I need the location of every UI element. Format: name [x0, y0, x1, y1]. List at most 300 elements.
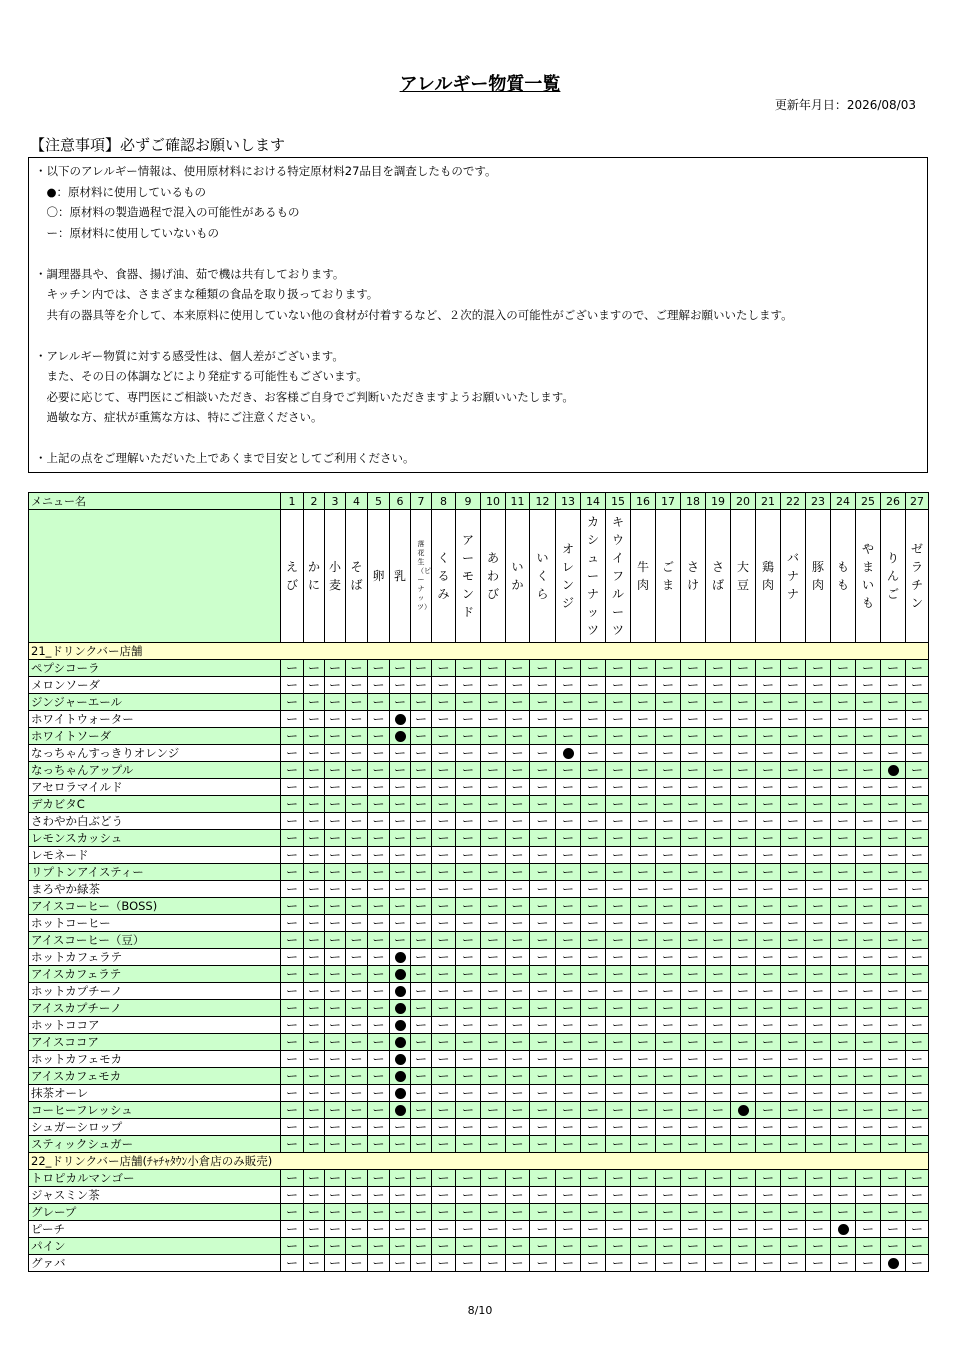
allergen-cell: [756, 1085, 781, 1102]
not-used-mark: ー: [561, 949, 574, 964]
allergen-cell: [481, 745, 506, 762]
allergen-cell: [606, 881, 631, 898]
not-used-mark: ー: [811, 1187, 824, 1202]
not-used-mark: ー: [350, 1119, 363, 1134]
allergen-cell: [731, 813, 756, 830]
allergen-cell: [881, 813, 906, 830]
not-used-mark: ー: [711, 745, 724, 760]
allergen-cell: [781, 847, 806, 864]
allergen-cell: [368, 677, 390, 694]
not-used-mark: ー: [486, 694, 499, 709]
allergen-cell: [756, 1255, 781, 1272]
allergen-header-cell: [368, 510, 390, 643]
not-used-mark: ー: [686, 1017, 699, 1032]
allergen-cell: [432, 660, 456, 677]
not-used-mark: ー: [486, 1034, 499, 1049]
not-used-mark: ー: [661, 983, 674, 998]
not-used-mark: ー: [761, 813, 774, 828]
not-used-mark: ー: [372, 711, 385, 726]
not-used-mark: ー: [636, 915, 649, 930]
not-used-mark: ー: [437, 1170, 450, 1185]
table-row: [29, 830, 929, 847]
not-used-mark: ー: [761, 1017, 774, 1032]
allergen-cell: [706, 864, 731, 881]
not-used-mark: ー: [328, 983, 341, 998]
allergen-cell: [481, 1255, 506, 1272]
not-used-mark: ー: [486, 711, 499, 726]
allergen-cell: [681, 1204, 706, 1221]
allergen-cell: [456, 966, 481, 983]
not-used-mark: ー: [461, 711, 474, 726]
allergen-cell: [456, 813, 481, 830]
allergen-cell: [706, 660, 731, 677]
allergen-cell: [304, 1238, 325, 1255]
allergen-cell: [881, 864, 906, 881]
not-used-mark: ー: [636, 864, 649, 879]
allergen-header-cell: [656, 510, 681, 643]
not-used-mark: ー: [328, 1068, 341, 1083]
not-used-mark: ー: [811, 796, 824, 811]
allergen-table: [28, 492, 929, 1272]
not-used-mark: ー: [736, 1221, 749, 1236]
not-used-mark: ー: [686, 915, 699, 930]
not-used-mark: ー: [561, 847, 574, 862]
not-used-mark: ー: [836, 762, 849, 777]
not-used-mark: ー: [486, 1085, 499, 1100]
allergen-cell: [481, 813, 506, 830]
not-used-mark: ー: [511, 1102, 524, 1117]
not-used-mark: ー: [372, 983, 385, 998]
not-used-mark: ー: [611, 677, 624, 692]
not-used-mark: ー: [561, 830, 574, 845]
allergen-cell: [481, 1017, 506, 1034]
allergen-cell: [606, 847, 631, 864]
allergen-name: バナナ: [786, 551, 799, 601]
table-row: [29, 660, 929, 677]
not-used-mark: ー: [437, 1017, 450, 1032]
allergen-cell: [806, 1238, 831, 1255]
allergen-cell: [456, 949, 481, 966]
allergen-cell: [556, 1170, 581, 1187]
not-used-mark: ー: [393, 1204, 406, 1219]
allergen-cell: [530, 1034, 556, 1051]
not-used-mark: ー: [414, 932, 427, 947]
not-used-mark: ー: [328, 660, 341, 675]
allergen-cell: [631, 830, 656, 847]
allergen-cell: [390, 847, 411, 864]
allergen-cell: [556, 1017, 581, 1034]
allergen-cell: [530, 711, 556, 728]
menu-item-name: ホットカフェラテ: [29, 949, 281, 966]
allergen-header-cell: [731, 510, 756, 643]
not-used-mark: ー: [661, 779, 674, 794]
not-used-mark: ー: [611, 983, 624, 998]
not-used-mark: ー: [328, 1255, 341, 1270]
allergen-cell: [856, 813, 881, 830]
allergen-cell: [906, 728, 929, 745]
allergen-number: 2: [304, 493, 325, 510]
allergen-cell: [346, 1221, 368, 1238]
allergen-cell: [806, 1102, 831, 1119]
not-used-mark: ー: [511, 677, 524, 692]
allergen-cell: [881, 728, 906, 745]
allergen-cell: [881, 779, 906, 796]
notice-line: ・上記の点をご理解いただいた上であくまで目安としてご利用ください。: [35, 451, 415, 465]
allergen-cell: [906, 830, 929, 847]
not-used-mark: ー: [393, 779, 406, 794]
notice-line: ・以下のアレルギー情報は、使用原材料における特定原材料27品目を調査したものです。: [35, 164, 497, 178]
used-mark: [888, 765, 899, 776]
allergen-cell: [631, 1034, 656, 1051]
allergen-cell: [606, 1136, 631, 1153]
allergen-cell: [881, 677, 906, 694]
allergen-cell: [506, 966, 530, 983]
allergen-cell: [831, 1238, 856, 1255]
allergen-cell: [556, 762, 581, 779]
allergen-cell: [411, 660, 432, 677]
allergen-cell: [346, 779, 368, 796]
allergen-cell: [581, 660, 606, 677]
not-used-mark: ー: [910, 966, 923, 981]
not-used-mark: ー: [486, 1255, 499, 1270]
allergen-cell: [781, 1119, 806, 1136]
allergen-cell: [731, 1136, 756, 1153]
allergen-cell: [506, 864, 530, 881]
not-used-mark: ー: [836, 1204, 849, 1219]
not-used-mark: ー: [536, 745, 549, 760]
allergen-cell: [831, 1000, 856, 1017]
allergen-cell: [606, 1221, 631, 1238]
allergen-cell: [346, 1187, 368, 1204]
not-used-mark: ー: [886, 1000, 899, 1015]
not-used-mark: ー: [910, 1255, 923, 1270]
allergen-cell: [281, 847, 304, 864]
allergen-cell: [856, 1119, 881, 1136]
allergen-cell: [456, 1221, 481, 1238]
allergen-cell: [631, 1170, 656, 1187]
allergen-number: 14: [581, 493, 606, 510]
allergen-cell: [681, 711, 706, 728]
not-used-mark: ー: [285, 762, 298, 777]
allergen-cell: [456, 1068, 481, 1085]
not-used-mark: ー: [736, 949, 749, 964]
not-used-mark: ー: [393, 762, 406, 777]
allergen-cell: [706, 1204, 731, 1221]
not-used-mark: ー: [561, 915, 574, 930]
allergen-cell: [456, 1136, 481, 1153]
not-used-mark: ー: [536, 1255, 549, 1270]
used-mark: [395, 714, 406, 725]
allergen-cell: [390, 1136, 411, 1153]
allergen-cell: [806, 1170, 831, 1187]
not-used-mark: ー: [511, 1017, 524, 1032]
table-row: [29, 881, 929, 898]
not-used-mark: ー: [285, 1017, 298, 1032]
not-used-mark: ー: [686, 1187, 699, 1202]
allergen-cell: [631, 796, 656, 813]
allergen-cell: [456, 1187, 481, 1204]
allergen-cell: [856, 1102, 881, 1119]
allergen-cell: [481, 1187, 506, 1204]
allergen-cell: [432, 745, 456, 762]
allergen-cell: [368, 728, 390, 745]
allergen-cell: [731, 1000, 756, 1017]
not-used-mark: ー: [761, 830, 774, 845]
allergen-cell: [656, 1170, 681, 1187]
menu-item-name: リプトンアイスティー: [29, 864, 281, 881]
allergen-cell: [781, 830, 806, 847]
not-used-mark: ー: [536, 813, 549, 828]
not-used-mark: ー: [328, 847, 341, 862]
not-used-mark: ー: [414, 1051, 427, 1066]
allergen-cell: [656, 1051, 681, 1068]
not-used-mark: ー: [736, 830, 749, 845]
not-used-mark: ー: [836, 1255, 849, 1270]
menu-item-name: なっちゃんすっきりオレンジ: [29, 745, 281, 762]
allergen-cell: [281, 813, 304, 830]
not-used-mark: ー: [461, 813, 474, 828]
allergen-number: 22: [781, 493, 806, 510]
allergen-cell: [631, 745, 656, 762]
not-used-mark: ー: [393, 1255, 406, 1270]
not-used-mark: ー: [350, 847, 363, 862]
not-used-mark: ー: [586, 881, 599, 896]
not-used-mark: ー: [561, 1102, 574, 1117]
not-used-mark: ー: [886, 1068, 899, 1083]
not-used-mark: ー: [586, 932, 599, 947]
allergen-cell: [731, 898, 756, 915]
allergen-cell: [631, 1085, 656, 1102]
allergen-cell: [432, 881, 456, 898]
allergen-cell: [281, 762, 304, 779]
not-used-mark: ー: [686, 847, 699, 862]
allergen-cell: [681, 1221, 706, 1238]
allergen-cell: [656, 1119, 681, 1136]
allergen-cell: [432, 915, 456, 932]
allergen-cell: [606, 1187, 631, 1204]
allergen-cell: [831, 1119, 856, 1136]
not-used-mark: ー: [461, 745, 474, 760]
not-used-mark: ー: [886, 881, 899, 896]
not-used-mark: ー: [561, 813, 574, 828]
not-used-mark: ー: [437, 949, 450, 964]
not-used-mark: ー: [611, 1136, 624, 1151]
allergen-cell: [756, 1187, 781, 1204]
not-used-mark: ー: [611, 864, 624, 879]
allergen-cell: [581, 762, 606, 779]
not-used-mark: ー: [761, 1238, 774, 1253]
not-used-mark: ー: [437, 1187, 450, 1202]
allergen-cell: [390, 1187, 411, 1204]
allergen-cell: [432, 1017, 456, 1034]
not-used-mark: ー: [511, 830, 524, 845]
not-used-mark: ー: [461, 779, 474, 794]
not-used-mark: ー: [786, 949, 799, 964]
allergen-cell: [411, 830, 432, 847]
allergen-cell: [368, 847, 390, 864]
not-used-mark: ー: [536, 660, 549, 675]
not-used-mark: ー: [414, 677, 427, 692]
allergen-cell: [806, 813, 831, 830]
allergen-cell: [681, 1000, 706, 1017]
not-used-mark: ー: [372, 1136, 385, 1151]
allergen-cell: [781, 745, 806, 762]
not-used-mark: ー: [414, 966, 427, 981]
allergen-cell: [368, 881, 390, 898]
allergen-name: 乳: [393, 569, 406, 583]
allergen-cell: [411, 1187, 432, 1204]
not-used-mark: ー: [486, 677, 499, 692]
not-used-mark: ー: [511, 796, 524, 811]
allergen-name: 落花生（ピーナッツ）: [417, 540, 431, 611]
not-used-mark: ー: [811, 932, 824, 947]
allergen-cell: [411, 677, 432, 694]
not-used-mark: ー: [285, 1085, 298, 1100]
allergen-cell: [706, 711, 731, 728]
not-used-mark: ー: [414, 728, 427, 743]
not-used-mark: ー: [910, 915, 923, 930]
allergen-cell: [806, 796, 831, 813]
allergen-cell: [606, 864, 631, 881]
not-used-mark: ー: [285, 830, 298, 845]
allergen-cell: [346, 1051, 368, 1068]
allergen-cell: [481, 1136, 506, 1153]
not-used-mark: ー: [910, 745, 923, 760]
allergen-cell: [581, 711, 606, 728]
not-used-mark: ー: [536, 1238, 549, 1253]
not-used-mark: ー: [736, 1204, 749, 1219]
allergen-cell: [368, 1119, 390, 1136]
allergen-cell: [390, 762, 411, 779]
allergen-cell: [368, 796, 390, 813]
allergen-cell: [731, 728, 756, 745]
allergen-cell: [731, 1204, 756, 1221]
allergen-cell: [530, 949, 556, 966]
allergen-cell: [481, 677, 506, 694]
allergen-cell: [304, 1068, 325, 1085]
allergen-cell: [390, 796, 411, 813]
not-used-mark: ー: [636, 677, 649, 692]
allergen-header-cell: [706, 510, 731, 643]
allergen-cell: [581, 949, 606, 966]
not-used-mark: ー: [414, 711, 427, 726]
not-used-mark: ー: [285, 1136, 298, 1151]
not-used-mark: ー: [561, 796, 574, 811]
not-used-mark: ー: [910, 949, 923, 964]
allergen-cell: [781, 1187, 806, 1204]
allergen-cell: [756, 983, 781, 1000]
not-used-mark: ー: [686, 745, 699, 760]
allergen-cell: [304, 711, 325, 728]
not-used-mark: ー: [414, 1068, 427, 1083]
not-used-mark: ー: [711, 1238, 724, 1253]
allergen-cell: [756, 1136, 781, 1153]
not-used-mark: ー: [761, 711, 774, 726]
not-used-mark: ー: [461, 728, 474, 743]
allergen-cell: [756, 1102, 781, 1119]
not-used-mark: ー: [561, 1034, 574, 1049]
not-used-mark: ー: [661, 932, 674, 947]
not-used-mark: ー: [437, 1068, 450, 1083]
allergen-cell: [631, 694, 656, 711]
category-row: [29, 1153, 929, 1170]
allergen-number: 27: [906, 493, 929, 510]
allergen-cell: [656, 1034, 681, 1051]
allergen-cell: [781, 915, 806, 932]
not-used-mark: ー: [686, 898, 699, 913]
not-used-mark: ー: [511, 1187, 524, 1202]
allergen-cell: [806, 1187, 831, 1204]
allergen-cell: [881, 1204, 906, 1221]
allergen-cell: [456, 745, 481, 762]
allergen-cell: [346, 830, 368, 847]
not-used-mark: ー: [761, 966, 774, 981]
not-used-mark: ー: [414, 1119, 427, 1134]
menu-name-header-blank: [29, 510, 281, 643]
allergen-cell: [906, 915, 929, 932]
allergen-cell: [556, 1204, 581, 1221]
allergen-cell: [781, 983, 806, 1000]
allergen-cell: [304, 813, 325, 830]
allergen-name: 牛肉: [636, 560, 649, 592]
not-used-mark: ー: [661, 1051, 674, 1066]
not-used-mark: ー: [536, 1136, 549, 1151]
allergen-name: いくら: [536, 551, 549, 601]
not-used-mark: ー: [761, 1102, 774, 1117]
allergen-cell: [756, 1051, 781, 1068]
allergen-cell: [581, 1119, 606, 1136]
allergen-cell: [456, 1102, 481, 1119]
allergen-cell: [556, 932, 581, 949]
allergen-cell: [556, 830, 581, 847]
allergen-cell: [731, 796, 756, 813]
used-mark: [888, 1258, 899, 1269]
table-row: [29, 864, 929, 881]
allergen-cell: [346, 864, 368, 881]
allergen-cell: [606, 915, 631, 932]
allergen-cell: [346, 1102, 368, 1119]
allergen-cell: [481, 847, 506, 864]
allergen-cell: [281, 949, 304, 966]
allergen-cell: [556, 779, 581, 796]
allergen-cell: [831, 779, 856, 796]
allergen-cell: [681, 745, 706, 762]
allergen-cell: [390, 694, 411, 711]
not-used-mark: ー: [328, 728, 341, 743]
not-used-mark: ー: [686, 1119, 699, 1134]
not-used-mark: ー: [786, 881, 799, 896]
not-used-mark: ー: [611, 1017, 624, 1032]
allergen-cell: [656, 1102, 681, 1119]
allergen-cell: [856, 1255, 881, 1272]
not-used-mark: ー: [761, 915, 774, 930]
not-used-mark: ー: [461, 949, 474, 964]
allergen-cell: [456, 660, 481, 677]
allergen-cell: [606, 1170, 631, 1187]
allergen-cell: [806, 1119, 831, 1136]
allergen-cell: [368, 779, 390, 796]
allergen-cell: [856, 949, 881, 966]
allergen-name-row: [29, 510, 929, 643]
allergen-cell: [556, 745, 581, 762]
allergen-cell: [806, 762, 831, 779]
allergen-cell: [390, 1017, 411, 1034]
not-used-mark: ー: [307, 915, 320, 930]
not-used-mark: ー: [661, 745, 674, 760]
allergen-cell: [856, 983, 881, 1000]
allergen-cell: [481, 660, 506, 677]
allergen-cell: [831, 915, 856, 932]
